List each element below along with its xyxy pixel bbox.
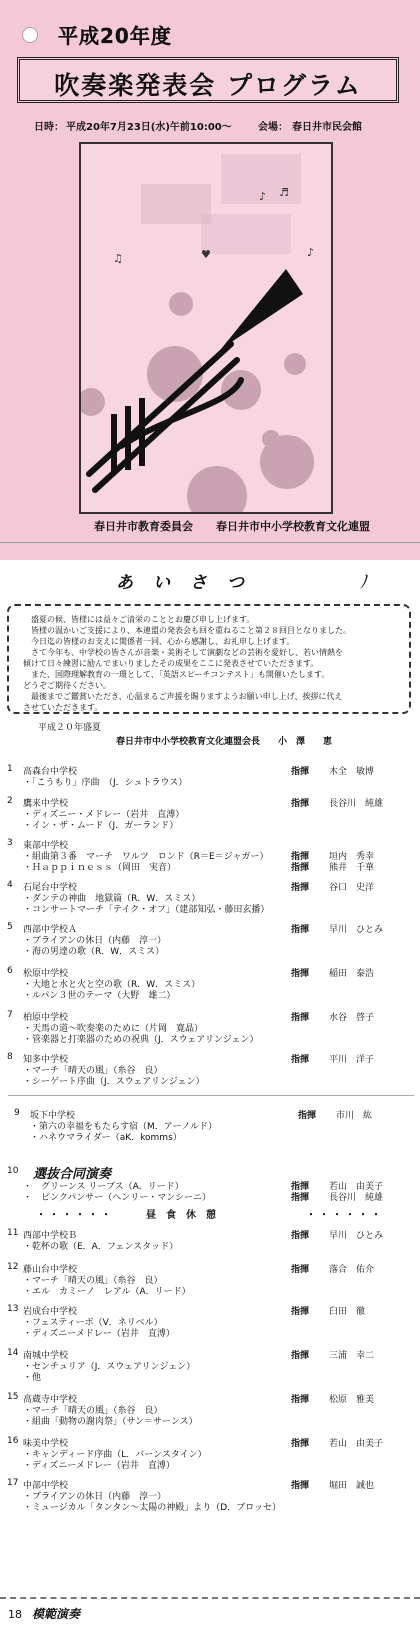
entry-song: ・第六の幸福をもたらす宿（M．アーノルド） <box>30 1122 217 1132</box>
bottom-divider <box>0 1597 420 1599</box>
entry-number: 1 <box>7 764 13 774</box>
entry-song: ・海の男達の歌（R．W．スミス） <box>23 947 165 957</box>
organizer-left: 春日井市教育委員会 <box>94 520 193 533</box>
entry-number: 9 <box>14 1108 20 1118</box>
entry-school: 坂下中学校 <box>30 1111 76 1121</box>
svg-text:♫: ♫ <box>113 252 123 265</box>
entry-song: ・「こうもり」序曲 （J．シュトラウス） <box>23 778 188 788</box>
entry-role: 指揮 <box>291 1395 310 1405</box>
entry-song: ・ルパン３世のテーマ（大野 雄二） <box>23 991 176 1001</box>
entry-song: ・センチュリア（J．スウェアリンジェン） <box>23 1362 196 1372</box>
entry-role: 指揮 <box>291 767 310 777</box>
entry-conductor: 熊井 千華 <box>329 863 375 873</box>
entry-number: 15 <box>7 1392 19 1402</box>
entry-conductor: 早川 ひとみ <box>329 1231 384 1241</box>
entry-song: ・ブライアンの休日（内藤 淳一） <box>23 936 167 946</box>
entry-song: ・シーゲート序曲（J．スウェアリンジェン） <box>23 1077 205 1087</box>
entry-conductor: 谷口 史洋 <box>329 883 375 893</box>
entry-school: 南城中学校 <box>23 1351 69 1361</box>
svg-text:♪: ♪ <box>259 190 267 203</box>
entry-song: ・マーチ「晴天の風」（糸谷 良） <box>23 1276 163 1286</box>
entry-conductor: 落合 佑介 <box>329 1265 375 1275</box>
entry-school: 藤山台中学校 <box>23 1265 78 1275</box>
entry-number: 7 <box>7 1010 13 1020</box>
demo-number: 18 <box>8 1608 22 1621</box>
entry-conductor: 垣内 秀幸 <box>329 852 375 862</box>
entry-school: 高蔵寺中学校 <box>23 1395 78 1405</box>
entry-conductor: 臼田 徹 <box>329 1307 366 1317</box>
entry-song: ・エル カミーノ レアル（A．リード） <box>23 1287 191 1297</box>
entry-role: 指揮 <box>291 969 310 979</box>
punch-hole <box>22 27 38 43</box>
entry-song: ・ミュージカル「タンタン～太陽の神殿」より（D．ブロッセ） <box>23 1503 282 1513</box>
entry-song: ・ダンテの神曲 地獄篇（R．W．スミス） <box>23 894 201 904</box>
entry-song: ・フェスティーボ（V．ネリベル） <box>23 1318 163 1328</box>
entry-song: ・乾杯の歌（E．A．フェンスタッド） <box>23 1242 179 1252</box>
entry-song: ・ディズニー・メドレー（岩井 直溥） <box>23 810 185 820</box>
entry-school: 味美中学校 <box>23 1439 69 1449</box>
entry-role: 指揮 <box>291 1013 310 1023</box>
entry-song: ・天馬の道～吹奏楽のために（片岡 寛晶） <box>23 1024 204 1034</box>
entry-role: 指揮 <box>291 1351 310 1361</box>
entry-song: ・大地と水と火と空の歌（R．W．スミス） <box>23 980 201 990</box>
year-heading: 平成20年度 <box>58 24 172 48</box>
entry-conductor: 松原 雅美 <box>329 1395 375 1405</box>
entry-conductor: 木全 敏博 <box>329 767 375 777</box>
entry-song: ・ディズニーメドレー（岩井 直溥） <box>23 1461 175 1471</box>
demo-performance <box>8 1605 80 1622</box>
entry-conductor: 長谷川 純雄 <box>329 1193 384 1203</box>
entry-song: ・ ピンクパンサー（ヘンリー・マンシーニ） <box>23 1193 212 1203</box>
entry-school: 西部中学校Ｂ <box>23 1231 78 1241</box>
entry-role: 指揮 <box>291 883 310 893</box>
entry-song: ・組曲「動物の謝肉祭」（サン＝サーンス） <box>23 1417 198 1427</box>
greeting-line: どうぞご期待ください。 <box>23 681 111 690</box>
entry-song: ・管楽器と打楽器のための祝典（J．スウェアリンジェン） <box>23 1035 259 1045</box>
entry-number: 13 <box>7 1304 19 1314</box>
greeting-line: また、国際理解教育の一環として、「英語スピーチコンテスト」も開催いたします。 <box>31 670 330 679</box>
entry-number: 17 <box>7 1478 19 1488</box>
entry-school: 選抜合同演奏 <box>33 1167 112 1182</box>
date-label: 日時： <box>34 122 64 133</box>
entry-number: 12 <box>7 1262 19 1272</box>
entry-school: 松原中学校 <box>23 969 69 979</box>
entry-number: 11 <box>7 1228 19 1238</box>
break-dots-right: ・・・・・・ <box>306 1210 384 1221</box>
entry-song: ・ブライアンの休日（内藤 淳一） <box>23 1492 167 1502</box>
entry-number: 8 <box>7 1052 13 1062</box>
entry-conductor: 水谷 啓子 <box>329 1013 375 1023</box>
entry-school: 岩成台中学校 <box>23 1307 78 1317</box>
greeting-line: 傾けて日々練習に励んでまいりましたその成果をここに発表させていただきます。 <box>23 659 319 668</box>
entry-song: ・組曲第３番 マーチ ワルツ ロンド（R＝E＝ジャガー） <box>23 852 269 862</box>
entry-role: 指揮 <box>291 1193 310 1203</box>
organizer-right: 春日井市中小学校教育文化連盟 <box>216 520 370 533</box>
entry-school: 東部中学校 <box>23 841 69 851</box>
entry-role: 指揮 <box>298 1111 317 1121</box>
entry-conductor: 早川 ひとみ <box>329 925 384 935</box>
entry-role: 指揮 <box>291 1265 310 1275</box>
entry-school: 石尾台中学校 <box>23 883 78 893</box>
entry-conductor: 稲田 泰浩 <box>329 969 375 979</box>
main-title: 吹奏楽発表会 プログラム <box>54 71 362 100</box>
entry-school: 中部中学校 <box>23 1481 69 1491</box>
entry-song: ・ グリーンス リーブス（A．リード） <box>23 1182 184 1192</box>
entry-school: 西部中学校Ａ <box>23 925 78 935</box>
entry-role: 指揮 <box>291 925 310 935</box>
entry-number: 3 <box>7 838 13 848</box>
entry-role: 指揮 <box>291 799 310 809</box>
entry-conductor: 平川 洋子 <box>329 1055 375 1065</box>
date-value: 平成20年7月23日(水)午前10:00～ <box>66 122 232 133</box>
entry-conductor: 三浦 幸二 <box>329 1351 375 1361</box>
entry-number: 2 <box>7 796 13 806</box>
entry-number: 6 <box>7 966 13 976</box>
entry-number: 16 <box>7 1436 19 1446</box>
entry-role: 指揮 <box>291 1439 310 1449</box>
venue-label: 会場： <box>258 122 288 133</box>
entry-song: ・コンサートマーチ「テイク・オフ」（建部知弘・藤田玄播） <box>23 905 270 915</box>
entry-number: 14 <box>7 1348 19 1358</box>
page-divider <box>0 542 420 543</box>
entry-school: 鷹来中学校 <box>23 799 69 809</box>
entry-conductor: 長谷川 純雄 <box>329 799 384 809</box>
entry-song: ・ディズニーメドレー（岩井 直溥） <box>23 1329 175 1339</box>
entry-role: 指揮 <box>291 1481 310 1491</box>
break-dots-left: ・・・・・・ <box>36 1210 114 1221</box>
entry-song: ・イン・ザ・ムード（J．ガーランド） <box>23 821 179 831</box>
entry-conductor: 市川 紘 <box>336 1111 373 1121</box>
svg-text:♪: ♪ <box>307 246 315 259</box>
trumpet-illustration <box>79 142 333 514</box>
cover-page <box>0 0 420 560</box>
entry-role: 指揮 <box>291 1055 310 1065</box>
entry-song: ・マーチ「晴天の風」（糸谷 良） <box>23 1406 163 1416</box>
entry-song: ・Ｈａｐｐｉｎｅｓｓ（岡田 実音） <box>23 863 177 873</box>
entry-song: ・マーチ「晴天の風」（糸谷 良） <box>23 1066 163 1076</box>
greeting-title: あいさつ <box>116 573 264 593</box>
entry-school: 柏原中学校 <box>23 1013 69 1023</box>
entry-conductor: 若山 由美子 <box>329 1182 384 1192</box>
greeting-season: 平成２０年盛夏 <box>38 723 102 733</box>
entry-role: 指揮 <box>291 852 310 862</box>
trumpet-drawing <box>81 144 331 512</box>
entry-number: 5 <box>7 922 13 932</box>
entry-number: 4 <box>7 880 13 890</box>
greeting-line: 皆様の温かいご支援により、本連盟の発表会も回を重ねること第２８回目となりました。 <box>31 626 351 635</box>
entry-conductor: 堀田 誠也 <box>329 1481 375 1491</box>
entry-conductor: 若山 由美子 <box>329 1439 384 1449</box>
greeting-line: させていただきます。 <box>23 703 103 712</box>
entry-song: ・他 <box>23 1373 42 1383</box>
curl-mark: ﾉ <box>360 572 369 593</box>
entry-school: 知多中学校 <box>23 1055 69 1065</box>
greeting-line: 最後までご鑑賞いただき、心温まるご声援を賜りますようお願い申し上げ、挨拶に代え <box>31 692 343 701</box>
demo-label: 模範演奏 <box>32 1607 81 1621</box>
venue-value: 春日井市民会館 <box>292 122 362 133</box>
entry-role: 指揮 <box>291 863 310 873</box>
title-box <box>17 57 399 103</box>
greeting-line: 盛夏の候、皆様には益々ご清栄のこととお慶び申し上げます。 <box>31 615 255 624</box>
entry-role: 指揮 <box>291 1231 310 1241</box>
svg-text:♬: ♬ <box>279 186 289 199</box>
entry-song: ・ハネウマライダー（aK．komms） <box>30 1133 182 1143</box>
entry-number: 10 <box>7 1166 19 1176</box>
greeting-signer: 春日井市中小学校教育文化連盟会長 小 澤 恵 <box>116 737 333 747</box>
entry-role: 指揮 <box>291 1307 310 1317</box>
greeting-box <box>7 604 411 714</box>
entry-song: ・キャンディード序曲（L．バーンスタイン） <box>23 1450 207 1460</box>
break-label: 昼 食 休 憩 <box>146 1210 216 1221</box>
greeting-line: 今日迄の皆様のお支えに関係者一同、心から感謝し、お礼申し上げます。 <box>31 637 295 646</box>
greeting-line: さて今年も、中学校の皆さんが音楽・美術そして演劇などの芸術を愛好し、若い情熱を <box>31 648 343 657</box>
svg-text:♥: ♥ <box>201 248 211 261</box>
entry-role: 指揮 <box>291 1182 310 1192</box>
entry-school: 高森台中学校 <box>23 767 78 777</box>
section-divider <box>8 1095 414 1096</box>
